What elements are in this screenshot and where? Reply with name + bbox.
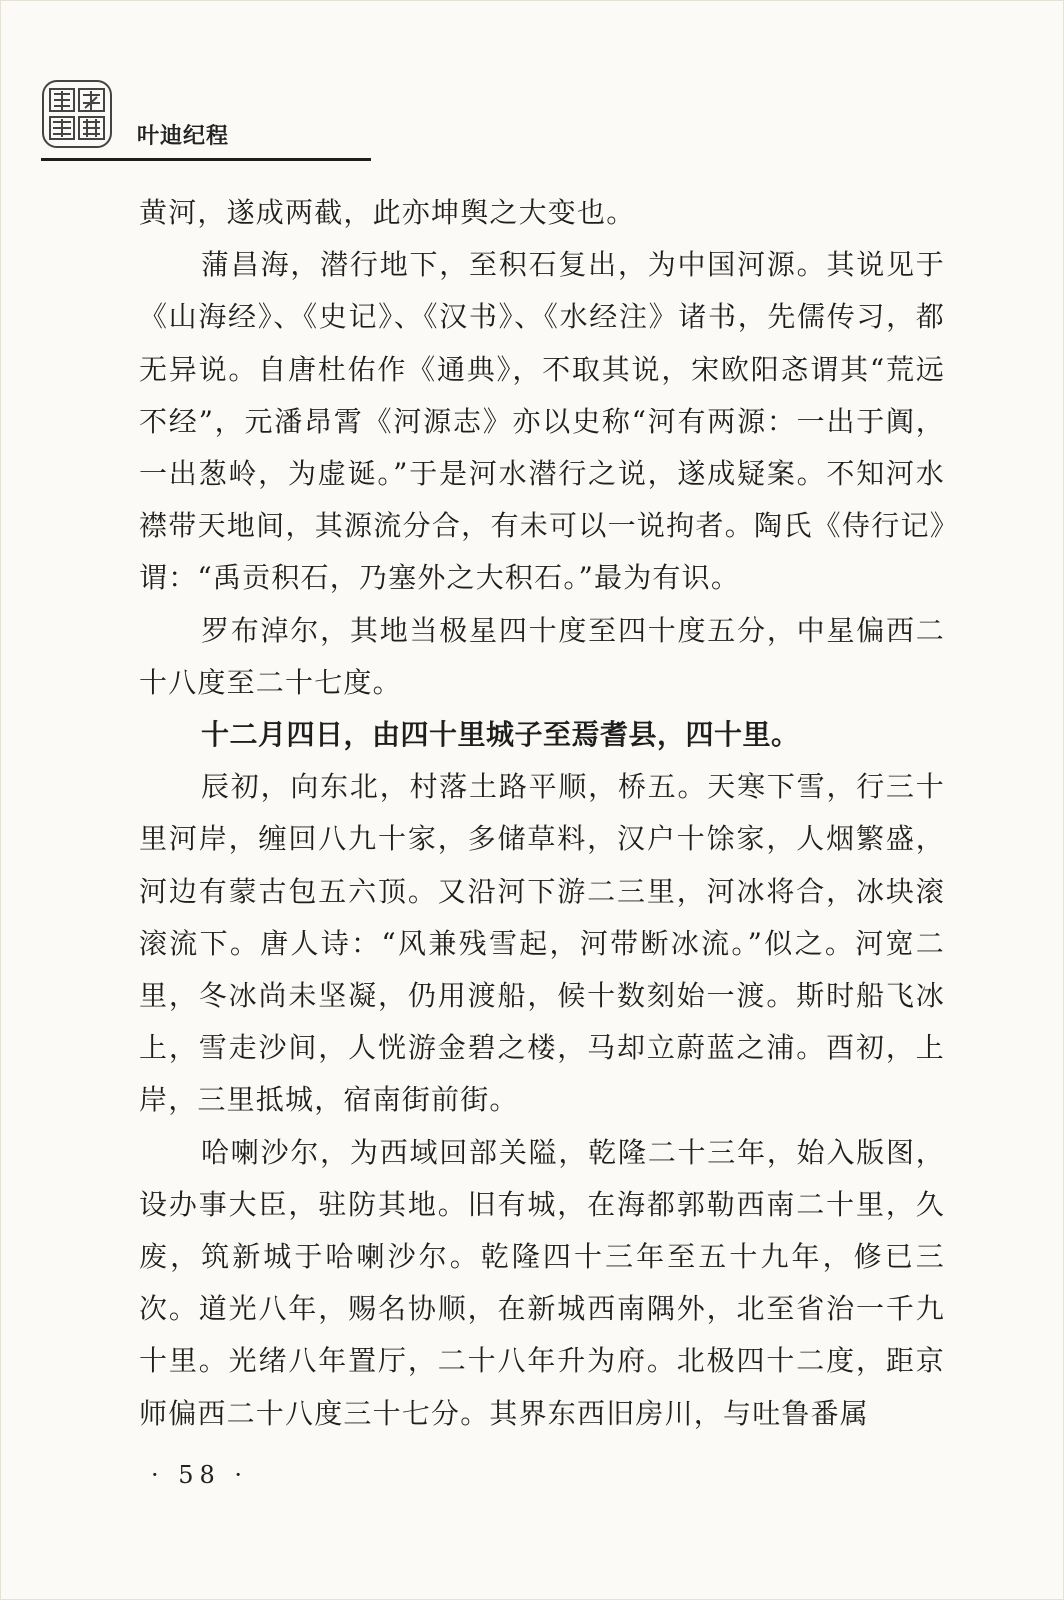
running-title: 叶迪纪程: [137, 124, 230, 149]
diary-entry-heading: 十二月四日，由四十里城子至焉耆县，四十里。: [201, 718, 800, 752]
header-rule: [41, 158, 371, 161]
paragraph-continued: 黄河，遂成两截，此亦坤舆之大变也。: [139, 196, 636, 229]
paragraph-lop-nur: 罗布淖尔，其地当极星四十度至四十度五分，中星偏西二十八度至二十七度。: [139, 613, 945, 699]
page-number: · 58 ·: [151, 1461, 249, 1489]
paragraph-journey: 辰初，向东北，村落土路平顺，桥五。天寒下雪，行三十里河岸，缠回八九十家，多储草料，汉户十馀家，人烟繁盛，河边有蒙古包五六顶。又沿河下游二三里，河冰将合，冰块滚滚流下。唐人诗：“风兼残雪起，河带断冰流。”似之。河宽二里，冬冰尚未坚凝，仍用渡船，候十数刻始一渡。斯时船飞冰上，雪走沙间，人恍游金碧之楼，马却立蔚蓝之浦。酉初，上岸，三里抵城，宿南街前街。: [139, 770, 945, 1117]
paragraph-puchang-sea: 蒲昌海，潜行地下，至积石复出，为中国河源。其说见于《山海经》、《史记》、《汉书》、《水经注》诸书，先儒传习，都无异说。自唐杜佑作《通典》，不取其说，宋欧阳忞谓其“荒远不经”，元潘昂霄《河源志》亦以史称“河有两源：一出于阗，一出葱岭，为虚诞。”于是河水潜行之说，遂成疑案。不知河水襟带天地间，其源流分合，有未可以一说拘者。陶氏《侍行记》谓：“禹贡积石，乃塞外之大积石。”最为有识。: [139, 248, 945, 595]
publisher-seal-logo: [41, 79, 113, 149]
body-text: [139, 187, 945, 1440]
paragraph-karashahr: 哈喇沙尔，为西域回部关隘，乾隆二十三年，始入版图，设办事大臣，驻防其地。旧有城，在海都郭勒西南二十里，久废，筑新城于哈喇沙尔。乾隆四十三年至五十九年，修已三次。道光八年，赐名协顺，在新城西南隅外，北至省治一千九十里。光绪八年置厅，二十八年升为府。北极四十二度，距京师偏西二十八度三十七分。其界东西旧房川，与吐鲁番属: [139, 1135, 945, 1430]
